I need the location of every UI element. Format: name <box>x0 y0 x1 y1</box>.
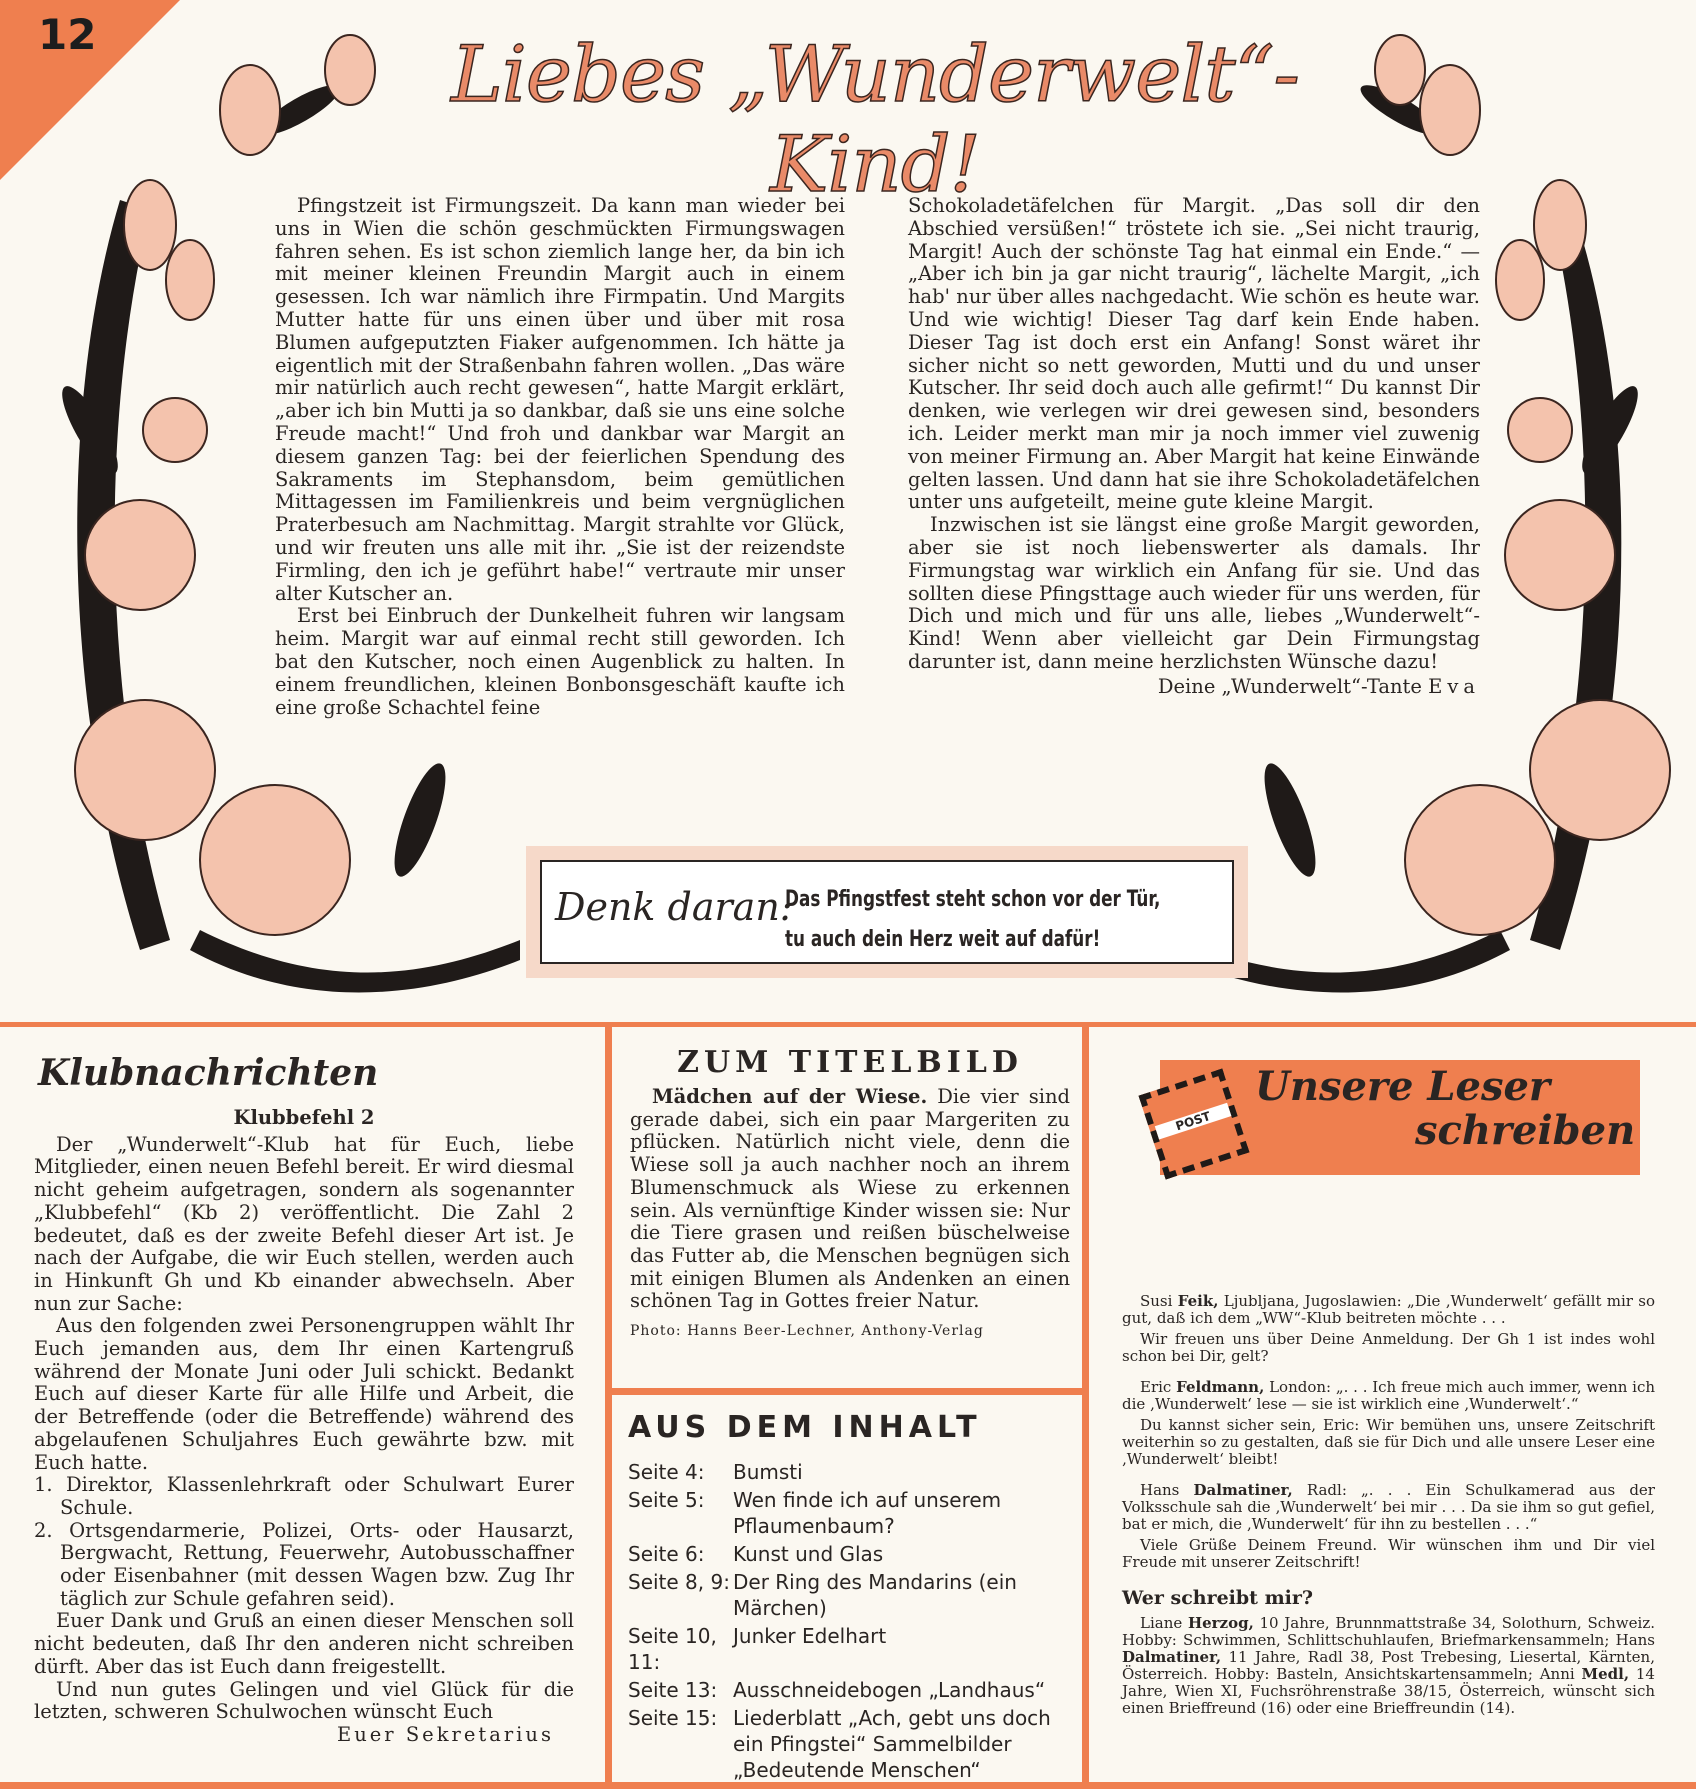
reader-text: Radl: „. . . Ein Schulkamerad aus der Volksschule sah die ‚Wunderwelt‘ bei mir . . . Da sie ihm so gut gefiel, bat er mich, die ‚Wunderwelt‘ für ihn zu bestellen . . .“ <box>1122 1481 1655 1533</box>
wer-heading: Wer schreibt mir? <box>1122 1587 1314 1609</box>
letter-paragraph: Erst bei Einbruch der Dunkelheit fuhren wir langsam heim. Margit war auf einmal recht still geworden. Ich bat den Kutscher, noch einen Augenblick zu halten. In einem freundlichen, kleinen Bonbonsgeschäft kaufte ich eine große Schachtel feine <box>275 604 845 719</box>
inhalt-title: Der Ring des Mandarins (ein Märchen) <box>733 1570 1017 1620</box>
titelbild-lead: Mädchen auf der Wiese. <box>652 1085 928 1108</box>
inhalt-page: Seite 5: <box>628 1488 705 1512</box>
inhalt-title: Liederblatt „Ach, gebt uns doch ein Pfingstei“ Sammelbilder „Bedeutende Menschen“ <box>733 1706 1051 1782</box>
pen-pal-surname: Medl, <box>1581 1665 1630 1683</box>
signature-name: Eva <box>1428 674 1480 698</box>
inhalt-item[interactable] <box>628 1677 1068 1703</box>
pen-pal-surname: Herzog, <box>1187 1614 1254 1632</box>
inhalt-page: Seite 13: <box>628 1678 718 1702</box>
klub-paragraph: Der „Wunderwelt“-Klub hat für Euch, liebe Mitglieder, einen neuen Befehl bereit. Er wird diesmal nicht geheim aufgetragen, sondern als sogenannter „Klubbefehl“ (Kb 2) veröffentlicht. Die Zahl 2 bedeutet, daß es der zweite Befehl dieser Art ist. Je nach der Aufgabe, die wir Euch stellen, werden auch in Hinkunft Gh und Kb einander abwechseln. Aber nun zur Sache: <box>34 1132 575 1315</box>
letter-paragraph: Inzwischen ist sie längst eine große Margit geworden, aber sie ist noch liebenswerter als damals. Ihr Firmungstag war wirklich ein Anfang für sie. Und das sollten diese Pfingsttage auch wieder für uns werden, für Dich und mich und für uns alle, liebes „Wunderwelt“-Kind! Wenn aber vielleicht gar Dein Firmungstag darunter ist, dann meine herzlichsten Wünsche dazu! <box>908 513 1480 673</box>
inhalt-page: Seite 15: <box>628 1706 718 1730</box>
signature-prefix: Deine „Wunderwelt“-Tante <box>1157 674 1422 698</box>
klub-paragraph: Und nun gutes Gelingen und viel Glück für die letzten, schweren Schulwochen wünscht Euch <box>34 1677 574 1724</box>
inhalt-page: Seite 10, 11: <box>628 1624 717 1674</box>
klub-heading: Klubnachrichten <box>38 1052 379 1094</box>
inhalt-page: Seite 6: <box>628 1542 705 1566</box>
letter-paragraph: Pfingstzeit ist Firmungszeit. Da kann man wieder bei uns in Wien die schön geschmückten Firmungswagen fahren sehen. Es ist schon ziemlich lange her, da bin ich mit meiner kleinen Freundin Margit auch in einem gesessen. Ich war nämlich ihre Firmpatin. Und Margits Mutter hatte für uns einen über und über mit rosa Blumen aufgeputzten Fiaker aufgenommen. Ich hätte ja eigentlich mit der Straßenbahn fahren wollen. „Das wäre mir natürlich auch recht gewesen“, hatte Margit erklärt, „aber ich bin Mutti ja so dankbar, daß sie uns eine solche Freude macht!“ Und froh und dankbar war Margit an diesem ganzen Tag: bei der feierlichen Spendung des Sakraments im Stephansdom, beim gemütlichen Mittagessen im Familienkreis und beim vergnüglichen Praterbesuch am Nachmittag. Margit strahlte vor Glück, und wir freuten uns alle mit ihr. „Sie ist der reizendste Firmling, den ich je geführt habe!“ vertraute mir unser alter Kutscher an. <box>275 194 845 605</box>
reader-surname: Dalmatiner, <box>1193 1481 1293 1499</box>
column-divider <box>1082 1027 1089 1787</box>
pen-pal-text: 10 Jahre, Brunnmattstraße 34, Solothurn, Schweiz. Hobby: Schwimmen, Schlittschuhlaufen, Briefmarkensammeln; <box>1122 1614 1655 1649</box>
reader-name: Susi <box>1140 1292 1173 1310</box>
photo-credit: Photo: Hanns Beer-Lechner, Anthony-Verlag <box>630 1323 984 1340</box>
page-number: 12 <box>38 10 97 59</box>
klub-list-item: 2. Ortsgendarmerie, Polizei, Orts- oder Hausarzt, Bergwacht, Rettung, Feuerwehr, Autobusschaffner oder Eisenbahner (mit dessen Wagen bzw. Zug Ihr täglich zur Schule gefahren seid). <box>34 1518 574 1610</box>
titelbild-body: Die vier sind gerade dabei, sich ein paar Margeriten zu pflücken. Natürlich nicht viele, denn die Wiese soll ja auch nachher noch an ihrem Blumenschmuck als Wiese zu erkennen sein. Als vernünftige Kinder wissen sie: Nur die Tiere grasen und reißen büschelweise das Futter ab, die Menschen begnügen sich mit einigen Blumen als Andenken an einen schönen Tag in Gottes freier Natur. <box>630 1085 1070 1313</box>
pen-pal-name: Anni <box>1539 1665 1575 1683</box>
inhalt-title: Bumsti <box>733 1460 803 1484</box>
leser-heading <box>1255 1065 1635 1153</box>
inhalt-item[interactable] <box>628 1459 1068 1485</box>
klub-signature: Euer Sekretarius <box>336 1722 554 1746</box>
reader-name: Hans <box>1140 1481 1180 1499</box>
reader-surname: Feik, <box>1177 1292 1219 1310</box>
inhalt-item[interactable] <box>628 1487 1068 1539</box>
column-divider <box>605 1027 612 1787</box>
column-divider <box>612 1388 1082 1395</box>
leser-heading-line: Unsere Leser <box>1255 1063 1550 1110</box>
inhalt-title: Junker Edelhart <box>733 1624 887 1648</box>
inhalt-title: Kunst und Glas <box>733 1542 884 1566</box>
inhalt-item[interactable] <box>628 1705 1068 1783</box>
titelbild-section <box>630 1045 1070 1339</box>
editor-reply: Viele Grüße Deinem Freund. Wir wünschen ihm und Dir viel Freude mit unserer Zeitschrift! <box>1122 1536 1655 1571</box>
letter-paragraph: Schokoladetäfelchen für Margit. „Das soll dir den Abschied versüßen!“ tröstete ich sie. „Sei nicht traurig, Margit! Auch der schönste Tag hat einmal ein Ende.“ — „Aber ich bin ja gar nicht traurig“, lächelte Margit, „ich hab' nur über alles nachgedacht. Wie schön es heute war. Und wie wichtig! Dieser Tag darf kein Ende haben. Dieser Tag ist doch erst ein Anfang! Sonst wäret ihr sicher nicht so nett geworden, Mutti und du und unser Kutscher. Ihr seid doch auch alle gefirmt!“ Du kannst Dir denken, wie verlegen wir drei gewesen sind, besonders ich. Leider merkt man mir ja noch immer viel zuwenig von meiner Firmung an. Aber Margit hat keine Einwände gelten lassen. Und dann hat sie ihre Schokoladetäfelchen unter uns aufgeteilt, meine gute kleine Margit. <box>908 194 1480 514</box>
pen-pal-name: Liane <box>1140 1614 1183 1632</box>
inhalt-item[interactable] <box>628 1623 1068 1675</box>
inhalt-list <box>628 1459 1068 1783</box>
reader-surname: Feldmann, <box>1176 1378 1265 1396</box>
reader-text: Ljubljana, Jugoslawien: „Die ‚Wunderwelt‘ gefällt mir so gut, daß ich dem „WW“-Klub beitreten möchte . . . <box>1122 1292 1655 1327</box>
letter-column-right <box>908 195 1480 699</box>
inhalt-item[interactable] <box>628 1569 1068 1621</box>
reader-letter <box>1122 1482 1655 1571</box>
reader-letter <box>1122 1293 1655 1365</box>
inhalt-heading: AUS DEM INHALT <box>628 1410 982 1445</box>
section-divider <box>0 1022 1696 1027</box>
stamp-label: POST <box>1155 1103 1232 1140</box>
letter-column-left <box>275 195 845 719</box>
motto-line: tu auch dein Herz weit auf dafür! <box>785 927 1101 952</box>
letter-signature <box>908 676 1480 699</box>
pen-pal-text: 11 Jahre, Radl 38, Post Trebesing, Liesertal, Kärnten, Österreich. Hobby: Basteln, Ansichtskartensammeln; <box>1122 1648 1655 1683</box>
titelbild-heading: ZUM TITELBILD <box>677 1045 1023 1080</box>
pen-pal-name: Hans <box>1615 1631 1655 1649</box>
klub-subheading: Klubbefehl 2 <box>233 1106 375 1129</box>
klub-column <box>34 1107 574 1747</box>
pen-pal-text: 14 Jahre, Wien XI, Fuchsröhrenstraße 38/15, Österreich, wünscht sich einen Brieffreund (16) oder eine Brieffreundin (14). <box>1122 1665 1655 1717</box>
inhalt-title: Wen finde ich auf unserem Pflaumenbaum? <box>733 1488 1002 1538</box>
klub-paragraph: Aus den folgenden zwei Personengruppen wählt Ihr Euch jemanden aus, dem Ihr einen Kartengruß während der Monate Juni oder Juli schickt. Bedankt Euch auf dieser Karte für alle Hilfe und Arbeit, die der Betreffende (oder die Betreffende) während des abgelaufenen Schuljahres Euch gewährte bzw. mit Euch hatte. <box>34 1314 574 1474</box>
editor-reply: Wir freuen uns über Deine Anmeldung. Der Gh 1 ist indes wohl schon bei Dir, gelt? <box>1122 1330 1655 1365</box>
titelbild-text <box>630 1086 1070 1313</box>
page-title: Liebes „Wunderwelt“-Kind! <box>451 30 1299 210</box>
reader-letter <box>1122 1379 1655 1468</box>
inhalt-page: Seite 4: <box>628 1460 705 1484</box>
leser-heading-line: schreiben <box>1415 1107 1636 1154</box>
klub-list-item: 1. Direktor, Klassenlehrkraft oder Schulwart Eurer Schule. <box>34 1473 574 1519</box>
inhalt-title: Ausschneidebogen „Landhaus“ <box>733 1678 1046 1702</box>
leser-letters <box>1122 1293 1655 1721</box>
reader-text: London: „. . . Ich freue mich auch immer, wenn ich die ‚Wunderwelt‘ lese — sie ist wirklich eine ‚Wunderwelt‘.“ <box>1122 1378 1656 1413</box>
motto-text <box>785 880 1160 960</box>
inhalt-page: Seite 8, 9: <box>628 1570 730 1594</box>
pen-pal-surname: Dalmatiner, <box>1122 1648 1222 1666</box>
reader-name: Eric <box>1140 1378 1172 1396</box>
motto-line: Das Pfingstfest steht schon vor der Tür, <box>785 887 1161 912</box>
wer-list <box>1122 1615 1655 1717</box>
klub-paragraph: Euer Dank und Gruß an einen dieser Menschen soll nicht bedeuten, daß Ihr den anderen nicht schreiben dürft. Aber das ist Euch dann freigestellt. <box>34 1609 574 1678</box>
editor-reply: Du kannst sicher sein, Eric: Wir bemühen uns, unsere Zeitschrift weiterhin so zu gestalten, daß sie für Dich und alle unsere Leser eine ‚Wunderwelt‘ bleibt! <box>1122 1416 1655 1468</box>
inhalt-item[interactable] <box>628 1541 1068 1567</box>
motto-label: Denk daran: <box>555 885 793 929</box>
inhalt-section <box>628 1410 1068 1785</box>
